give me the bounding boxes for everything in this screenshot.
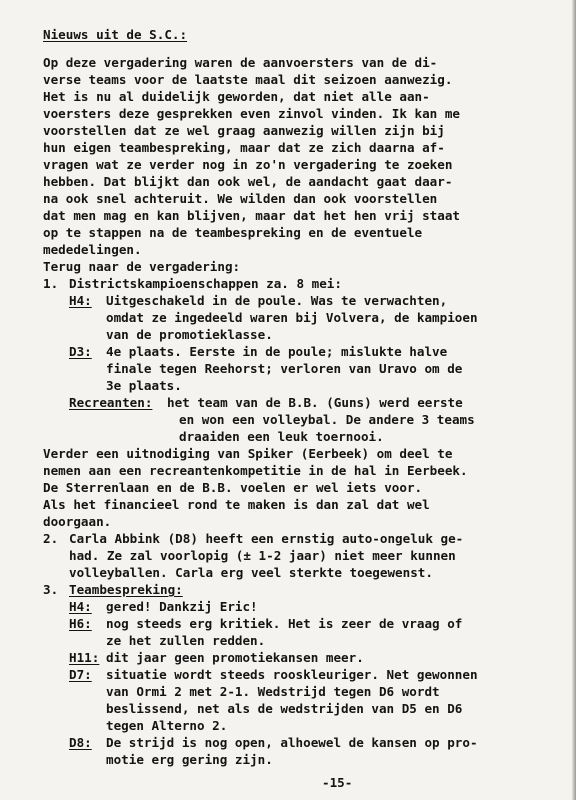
team-text: beslissend, net als de wedstrijden van D5 en D6 xyxy=(106,701,463,716)
team-text: van de promotieklasse. xyxy=(106,327,273,342)
team-label-d3: D3: xyxy=(69,344,92,359)
team-text: omdat ze ingedeeld waren bij Volvera, de kampioen xyxy=(106,310,478,325)
intro-line: op te stappen na de teambespreking en de eventuele xyxy=(43,225,423,240)
intro-line: voorstellen dat ze wel graag aanwezig willen zijn bij xyxy=(43,123,445,138)
team-text: De strijd is nog open, alhoewel de kansen op pro- xyxy=(106,735,478,750)
paragraph-line: Verder een uitnodiging van Spiker (Eerbeek) om deel te xyxy=(43,446,453,461)
item-text: Carla Abbink (D8) heeft een ernstig auto-ongeluk ge- xyxy=(69,531,464,546)
team-label-h4: H4: xyxy=(69,293,92,308)
team-text: situatie wordt steeds rooskleuriger. Net gewonnen xyxy=(106,667,478,682)
item-title: Teambespreking: xyxy=(69,582,183,597)
team-text: het team van de B.B. (Guns) werd eerste xyxy=(167,395,463,410)
team-text: 3e plaats. xyxy=(106,378,182,393)
intro-line: verse teams voor de laatste maal dit seizoen aanwezig. xyxy=(43,72,453,87)
return-line: Terug naar de vergadering: xyxy=(43,259,241,274)
paragraph-line: De Sterrenlaan en de B.B. voelen er wel iets voor. xyxy=(43,480,423,495)
team-label-h6: H6: xyxy=(69,616,92,631)
team-label-d8: D8: xyxy=(69,735,92,750)
paragraph-line: Als het financieel rond te maken is dan zal dat wel xyxy=(43,497,430,512)
intro-line: Op deze vergadering waren de aanvoersters van de di- xyxy=(43,55,438,70)
item-number: 1. xyxy=(43,276,59,291)
item-text: had. Ze zal voorlopig (± 1-2 jaar) niet meer kunnen xyxy=(69,548,456,563)
item-title: Districtskampioenschappen za. 8 mei: xyxy=(69,276,342,291)
team-text: Uitgeschakeld in de poule. Was te verwachten, xyxy=(106,293,448,308)
paragraph-line: nemen aan een recreantenkompetitie in de hal in Eerbeek. xyxy=(43,463,468,478)
intro-line: vragen wat ze verder nog in zo'n vergadering te zoeken xyxy=(43,157,453,172)
team-text: tegen Alterno 2. xyxy=(106,718,228,733)
intro-line: mededelingen. xyxy=(43,242,142,257)
team-text: dit jaar geen promotiekansen meer. xyxy=(106,650,364,665)
item-text: volleyballen. Carla erg veel sterkte toegewenst. xyxy=(69,565,433,580)
item-number: 3. xyxy=(43,582,59,597)
paragraph-line: doorgaan. xyxy=(43,514,112,529)
team-text: 4e plaats. Eerste in de poule; mislukte halve xyxy=(106,344,448,359)
intro-line: dat men mag en kan blijven, maar dat het hen vrij staat xyxy=(43,208,461,223)
team-text: gered! Dankzij Eric! xyxy=(106,599,258,614)
team-text: draaiden een leuk toernooi. xyxy=(179,429,384,444)
intro-line: voersters deze gesprekken even zinvol vinden. Ik kan me xyxy=(43,106,461,121)
intro-line: Het is nu al duidelijk geworden, dat niet alle aan- xyxy=(43,89,430,104)
team-text: ze het zullen redden. xyxy=(106,633,266,648)
intro-line: na ook snel achteruit. We wilden dan ook voorstellen xyxy=(43,191,438,206)
item-number: 2. xyxy=(43,531,59,546)
team-text: van Ormi 2 met 2-1. Wedstrijd tegen D6 wordt xyxy=(106,684,440,699)
team-label-recreanten: Recreanten: xyxy=(69,395,153,410)
page-heading: Nieuws uit de S.C.: xyxy=(43,27,188,42)
page-number: -15- xyxy=(322,775,353,790)
team-label-h4: H4: xyxy=(69,599,92,614)
team-label-d7: D7: xyxy=(69,667,92,682)
intro-line: hun eigen teambespreking, maar dat ze zich daarna af- xyxy=(43,140,445,155)
team-text: nog steeds erg kritiek. Het is zeer de vraag of xyxy=(106,616,463,631)
page-edge-shadow xyxy=(572,0,576,800)
intro-line: hebben. Dat blijkt dan ook wel, de aandacht gaat daar- xyxy=(43,174,453,189)
team-text: finale tegen Reehorst; verloren van Uravo om de xyxy=(106,361,463,376)
team-text: motie erg gering zijn. xyxy=(106,752,273,767)
team-label-h11: H11: xyxy=(69,650,100,665)
team-text: en won een volleybal. De andere 3 teams xyxy=(179,412,475,427)
